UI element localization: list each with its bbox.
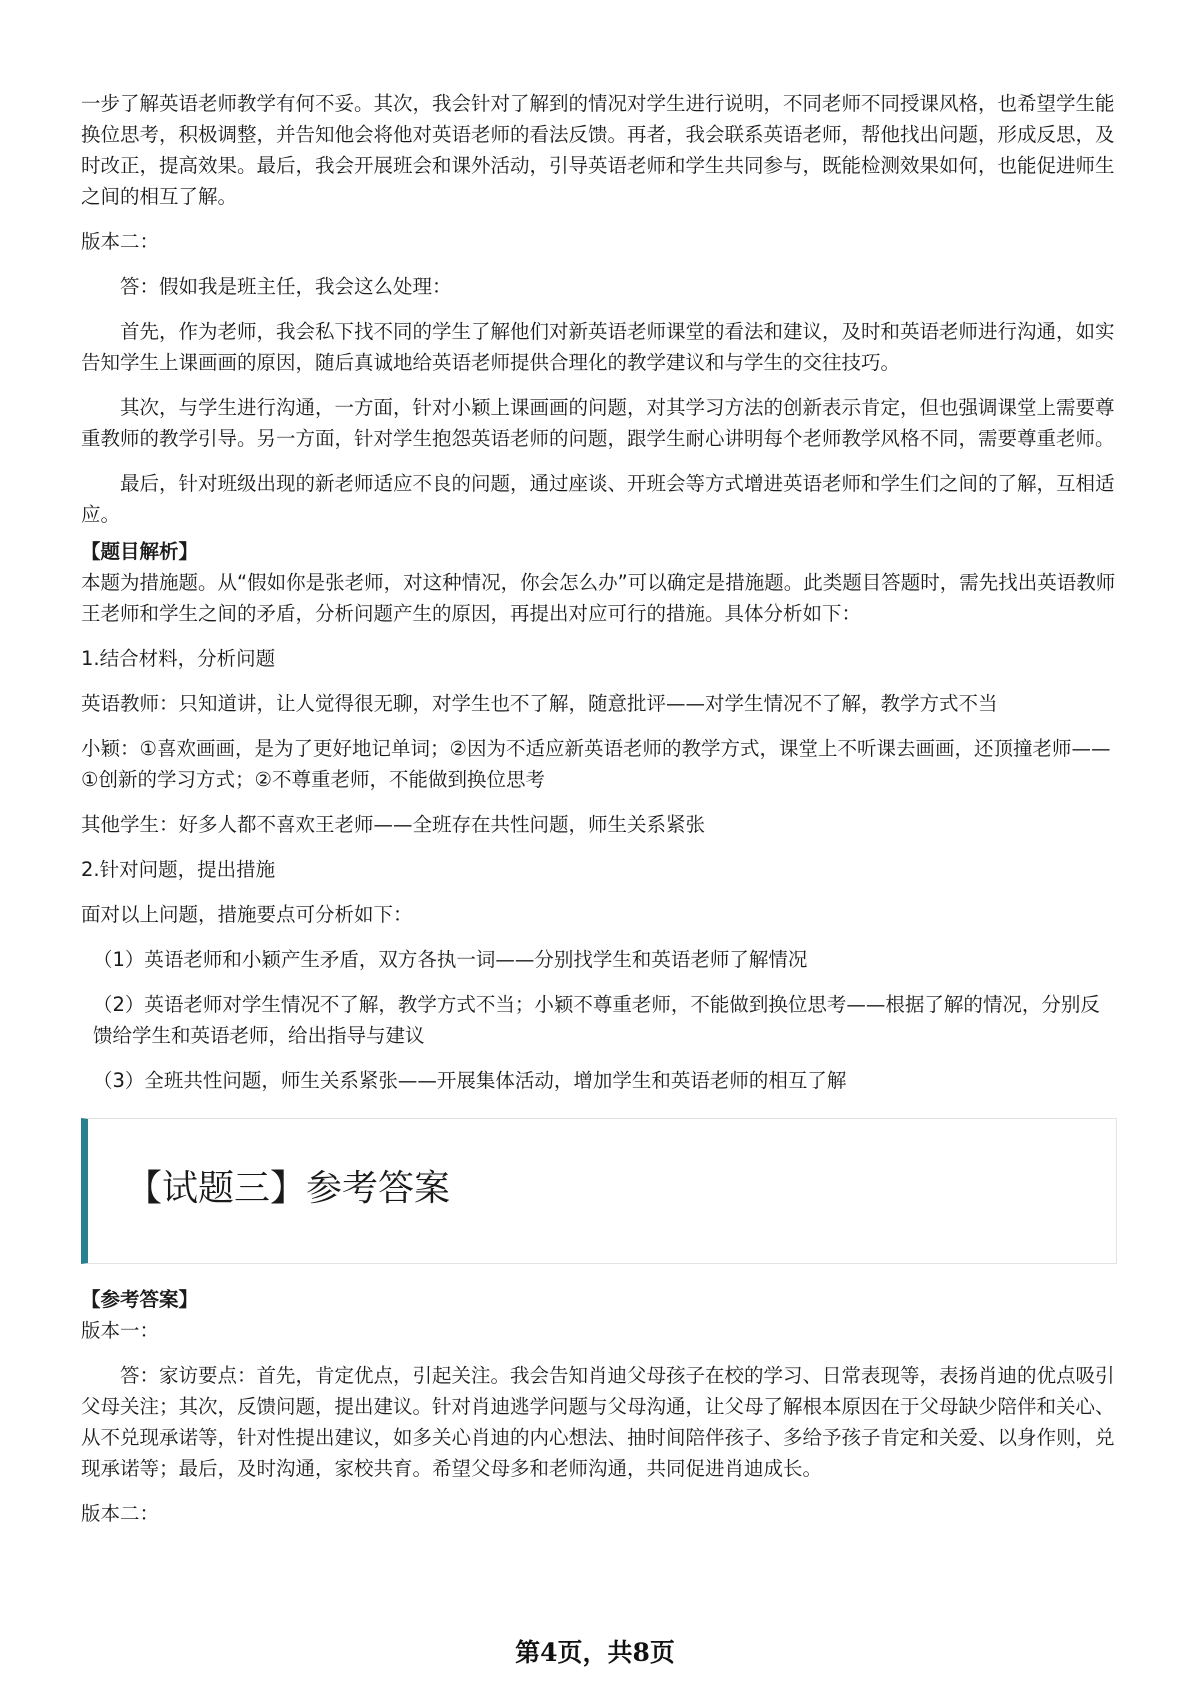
- section3-version-two-label: 版本二：: [81, 1502, 160, 1525]
- version-one-answer: 答：家访要点：首先，肯定优点，引起关注。我会告知肖迪父母孩子在校的学习、日常表现等，表扬肖迪的优点吸引父母关注；其次，反馈问题，提出建议。针对肖迪逃学问题与父母沟通，让父母了解根本原因在于父母缺少陪伴和关心、从不兑现承诺等，针对性提出建议，如多关心肖迪的内心想法、抽时间陪伴孩子、多给予孩子肯定和关爱、以身作则，兑现承诺等；最后，及时沟通，家校共育。希望父母多和老师沟通，共同促进肖迪成长。: [81, 1364, 1115, 1480]
- analysis-xiaoying-line: 小颖：①喜欢画画，是为了更好地记单词；②因为不适应新英语老师的教学方式，课堂上不听课去画画，还顶撞老师——①创新的学习方式；②不尊重老师，不能做到换位思考: [81, 737, 1111, 791]
- section-title: 【试题三】参考答案: [126, 1168, 451, 1209]
- analysis-teacher-line: 英语教师：只知道讲，让人觉得很无聊，对学生也不了解，随意批评——对学生情况不了解，教学方式不当: [81, 692, 998, 715]
- page-number: 第4页，共8页: [515, 1638, 675, 1667]
- version-two-answer: 答：假如我是班主任，我会这么处理：: [120, 275, 452, 298]
- analysis-intro: 本题为措施题。从“假如你是张老师，对这种情况，你会怎么办”可以确定是措施题。此类题目答题时，需先找出英语教师王老师和学生之间的矛盾，分析问题产生的原因，再提出对应可行的措施。具体分析如下：: [81, 571, 1116, 625]
- measure-item-2: （2）英语老师对学生情况不了解，教学方式不当；小颖不尊重老师，不能做到换位思考——根据了解的情况，分别反馈给学生和英语老师，给出指导与建议: [93, 993, 1100, 1047]
- measure-item-1: （1）英语老师和小颖产生矛盾，双方各执一词——分别找学生和英语老师了解情况: [93, 948, 808, 971]
- version-one-label: 版本一：: [81, 1319, 160, 1342]
- measures-intro: 面对以上问题，措施要点可分析如下：: [81, 903, 413, 926]
- document-body: [81, 88, 1117, 1543]
- version-two-label: 版本二：: [81, 230, 160, 253]
- paragraph-continued: 一步了解英语老师教学有何不妥。其次，我会针对了解到的情况对学生进行说明，不同老师不同授课风格，也希望学生能换位思考，积极调整，并告知他会将他对英语老师的看法反馈。再者，我会联系英语老师，帮他找出问题，形成反思，及时改正，提高效果。最后，我会开展班会和课外活动，引导英语老师和学生共同参与，既能检测效果如何，也能促进师生之间的相互了解。: [81, 92, 1115, 208]
- version-two-paragraph-1: 首先，作为老师，我会私下找不同的学生了解他们对新英语老师课堂的看法和建议，及时和英语老师进行沟通，如实告知学生上课画画的原因，随后真诚地给英语老师提供合理化的教学建议和与学生的交往技巧。: [81, 320, 1115, 374]
- version-two-paragraph-3: 最后，针对班级出现的新老师适应不良的问题，通过座谈、开班会等方式增进英语老师和学生们之间的了解，互相适应。: [81, 472, 1115, 526]
- analysis-others-line: 其他学生：好多人都不喜欢王老师——全班存在共性问题，师生关系紧张: [81, 813, 706, 836]
- analysis-heading: 【题目解析】: [81, 540, 199, 563]
- analysis-step-1: 1.结合材料，分析问题: [81, 647, 276, 670]
- section-header-box: [81, 1118, 1117, 1264]
- version-two-paragraph-2: 其次，与学生进行沟通，一方面，针对小颖上课画画的问题，对其学习方法的创新表示肯定，但也强调课堂上需要尊重教师的教学引导。另一方面，针对学生抱怨英语老师的问题，跟学生耐心讲明每个老师教学风格不同，需要尊重老师。: [81, 396, 1115, 450]
- measure-item-3: （3）全班共性问题，师生关系紧张——开展集体活动，增加学生和英语老师的相互了解: [93, 1069, 847, 1092]
- analysis-step-2: 2.针对问题，提出措施: [81, 858, 276, 881]
- reference-answer-heading: 【参考答案】: [81, 1288, 199, 1311]
